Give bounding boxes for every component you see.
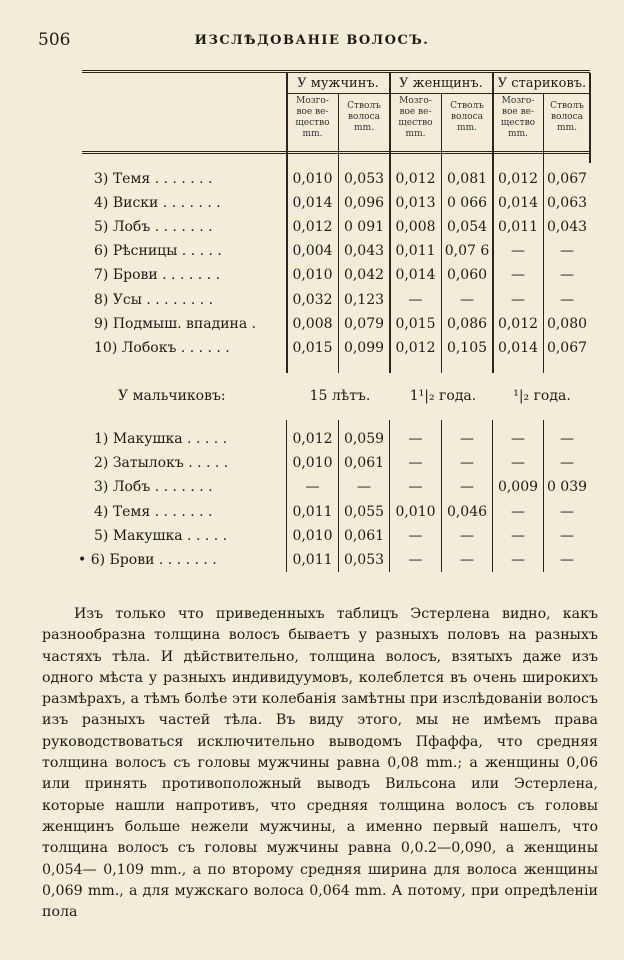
table-cell: — bbox=[560, 291, 574, 308]
table-cell: 0,032 bbox=[292, 291, 333, 308]
table-row bbox=[0, 216, 624, 238]
table-cell: — bbox=[511, 291, 525, 308]
row-label: 5) Лобъ . . . . . . . bbox=[94, 219, 213, 236]
row-label: 4) Темя . . . . . . . bbox=[94, 503, 213, 520]
table-cell: — bbox=[511, 431, 525, 447]
table-cell: 0,011 bbox=[497, 219, 539, 236]
table-cell: 0,012 bbox=[292, 219, 333, 236]
table-cell: — bbox=[357, 479, 371, 496]
table-cell: 0,123 bbox=[343, 291, 385, 308]
table-cell: 0,011 bbox=[292, 503, 333, 520]
table-cell: 0,043 bbox=[546, 219, 588, 236]
table-cell: 0,004 bbox=[292, 243, 333, 260]
table-cell: 0,055 bbox=[343, 503, 385, 520]
group-header-elderly: У стариковъ. bbox=[497, 76, 587, 91]
row-label: • 6) Брови . . . . . . . bbox=[78, 552, 217, 568]
table-cell: 0,012 bbox=[292, 431, 333, 447]
table-row bbox=[0, 240, 624, 262]
subheader-elderly-shaft: Стволъ волоса mm. bbox=[550, 101, 584, 133]
table-cell: — bbox=[511, 455, 525, 472]
table-cell: 0,046 bbox=[446, 503, 488, 520]
row-label: 9) Подмыш. впадина . bbox=[94, 315, 257, 332]
table-cell: — bbox=[408, 527, 423, 544]
table-row bbox=[0, 452, 624, 474]
table-cell: — bbox=[511, 267, 525, 284]
table-cell: 0,080 bbox=[546, 315, 588, 332]
table-cell: — bbox=[408, 479, 423, 496]
table-cell: 0,010 bbox=[292, 267, 333, 284]
table-cell: — bbox=[560, 552, 574, 568]
table-cell: — bbox=[560, 243, 574, 260]
row-label: 1) Макушка . . . . . bbox=[94, 431, 228, 447]
table-row bbox=[0, 168, 624, 190]
table-row bbox=[0, 476, 624, 498]
table-cell: — bbox=[511, 527, 525, 544]
table-row bbox=[0, 192, 624, 214]
table-cell: 0,060 bbox=[446, 267, 488, 284]
table-cell: 0,061 bbox=[343, 455, 385, 472]
table-cell: — bbox=[460, 479, 474, 496]
table-row bbox=[0, 264, 624, 286]
table-row bbox=[0, 549, 624, 571]
table-cell: 0,014 bbox=[497, 195, 539, 212]
row-label: 3) Темя . . . . . . . bbox=[94, 171, 213, 187]
subheader-men-shaft: Стволъ волоса mm. bbox=[347, 101, 381, 133]
table-cell: — bbox=[305, 479, 320, 496]
table-cell: — bbox=[460, 291, 474, 308]
table-cell: 0,067 bbox=[546, 339, 588, 356]
table-cell: — bbox=[460, 455, 474, 472]
page-number: 506 bbox=[38, 30, 71, 50]
row-label: 4) Виски . . . . . . . bbox=[94, 195, 221, 212]
row-label: 8) Усы . . . . . . . . bbox=[94, 291, 214, 308]
table-cell: — bbox=[408, 552, 423, 568]
table-cell: — bbox=[560, 455, 574, 472]
table-cell: 0,099 bbox=[343, 339, 385, 356]
table-row bbox=[0, 501, 624, 523]
table-cell: 0,010 bbox=[292, 527, 333, 544]
table-cell: 0,010 bbox=[292, 455, 333, 472]
table-cell: — bbox=[511, 503, 525, 520]
table-cell: — bbox=[460, 431, 474, 447]
table-cell: 0 091 bbox=[343, 219, 385, 236]
row-label: 7) Брови . . . . . . . bbox=[94, 267, 221, 284]
table-cell: 0,059 bbox=[343, 431, 385, 447]
table-cell: 0,043 bbox=[343, 243, 385, 260]
table-cell: 0,008 bbox=[395, 219, 436, 236]
table-cell: 0,012 bbox=[497, 171, 539, 187]
subheader-women-shaft: Стволъ волоса mm. bbox=[450, 101, 484, 133]
table-cell: 0,042 bbox=[343, 267, 385, 284]
table-row bbox=[0, 525, 624, 547]
row-label: 6) Рѣсницы . . . . . bbox=[94, 243, 222, 260]
table-cell: 0,07 6 bbox=[444, 243, 490, 260]
row-label: 3) Лобъ . . . . . . . bbox=[94, 479, 213, 496]
body-paragraph bbox=[42, 604, 598, 923]
table-cell: 0 066 bbox=[446, 195, 488, 212]
boys-age-15: 15 лѣтъ. bbox=[309, 388, 371, 404]
table-cell: — bbox=[511, 243, 525, 260]
table-cell: — bbox=[460, 527, 474, 544]
table-cell: 0,053 bbox=[343, 171, 385, 187]
table-cell: 0,079 bbox=[343, 315, 385, 332]
table-cell: 0,010 bbox=[395, 503, 436, 520]
table-cell: 0,012 bbox=[395, 171, 436, 187]
table-cell: 0,012 bbox=[395, 339, 436, 356]
subheader-women-medulla: Мозго- вое ве- щество mm. bbox=[398, 96, 433, 139]
table-cell: 0,008 bbox=[292, 315, 333, 332]
table-cell: 0,010 bbox=[292, 171, 333, 187]
table-cell: 0,053 bbox=[343, 552, 385, 568]
subheader-elderly-medulla: Мозго- вое ве- щество mm. bbox=[500, 96, 536, 139]
table-cell: 0,096 bbox=[343, 195, 385, 212]
table-cell: — bbox=[560, 267, 574, 284]
table-cell: 0,015 bbox=[395, 315, 436, 332]
table-cell: 0,015 bbox=[292, 339, 333, 356]
table-cell: 0,054 bbox=[446, 219, 488, 236]
table-cell: — bbox=[560, 503, 574, 520]
row-label: 5) Макушка . . . . . bbox=[94, 527, 228, 544]
table-cell: 0,012 bbox=[497, 315, 539, 332]
table-cell: — bbox=[408, 291, 423, 308]
boys-age-half: ¹|₂ года. bbox=[513, 388, 571, 404]
group-header-men: У мужчинъ. bbox=[297, 76, 379, 91]
table-cell: 0,013 bbox=[395, 195, 436, 212]
table-cell: — bbox=[460, 552, 474, 568]
subheader-men-medulla: Мозго- вое ве- щество mm. bbox=[295, 96, 330, 139]
row-label: 10) Лобокъ . . . . . . bbox=[94, 339, 230, 356]
table-cell: 0,014 bbox=[497, 339, 539, 356]
table-row bbox=[0, 428, 624, 450]
table-row bbox=[0, 289, 624, 311]
paragraph-text: Изъ только что приведенныхъ таблицъ Эстерлена видно, какъ разнообразна толщина волосъ бываетъ у разныхъ половъ на разныхъ частяхъ тѣла. И дѣйствительно, толщина волосъ, взятыхъ даже изъ одного мѣста у разныхъ индивидуумовъ, колеблется въ очень широкихъ размѣрахъ, а тѣмъ болѣе эти колебанія замѣтны при изслѣдованіи волосъ изъ разныхъ частей тѣла. Въ виду этого, мы не имѣемъ права руководствоваться исключительно выводомъ Пфаффа, что средняя толщина волосъ съ головы мужчины равна 0,08 mm.; а женщины 0,06 или принять противоположный выводъ Вильсона или Эстерлена, которые нашли напротивъ, что средняя толщина волосъ съ головы женщинъ больше нежели мужчины, а именно первый нашелъ, что толщина волосъ съ головы мужчины равна 0,0.2—0,090, а женщины 0,054— 0,109 mm., а по второму средняя ширина для волоса женщины 0,069 mm., а для мужскаго волоса 0,064 mm. А потому, при опредѣленіи пола bbox=[42, 606, 598, 921]
table-cell: — bbox=[408, 431, 423, 447]
table-row bbox=[0, 313, 624, 335]
table-cell: — bbox=[408, 455, 423, 472]
table-cell: 0,086 bbox=[446, 315, 488, 332]
table-cell: 0,081 bbox=[446, 171, 488, 187]
table-cell: 0,014 bbox=[395, 267, 436, 284]
table-cell: 0,014 bbox=[292, 195, 333, 212]
table-cell: — bbox=[511, 552, 525, 568]
table-cell: — bbox=[560, 431, 574, 447]
table-cell: 0,011 bbox=[292, 552, 333, 568]
table-cell: 0,009 bbox=[497, 479, 539, 496]
table-cell: 0,061 bbox=[343, 527, 385, 544]
group-header-women: У женщинъ. bbox=[399, 76, 483, 91]
running-head: ИЗСЛѢДОВАНІЕ ВОЛОСЪ. bbox=[194, 33, 430, 48]
table-cell: 0,105 bbox=[446, 339, 488, 356]
table-cell: 0 039 bbox=[546, 479, 588, 496]
table-cell: — bbox=[560, 527, 574, 544]
row-label: 2) Затылокъ . . . . . bbox=[94, 455, 229, 472]
boys-header-label: У мальчиковъ: bbox=[118, 388, 226, 404]
table-row bbox=[0, 337, 624, 359]
table-cell: 0,063 bbox=[546, 195, 588, 212]
table-cell: 0,011 bbox=[395, 243, 436, 260]
table-cell: 0,067 bbox=[546, 171, 588, 187]
boys-age-1-5: 1¹|₂ года. bbox=[409, 388, 477, 404]
